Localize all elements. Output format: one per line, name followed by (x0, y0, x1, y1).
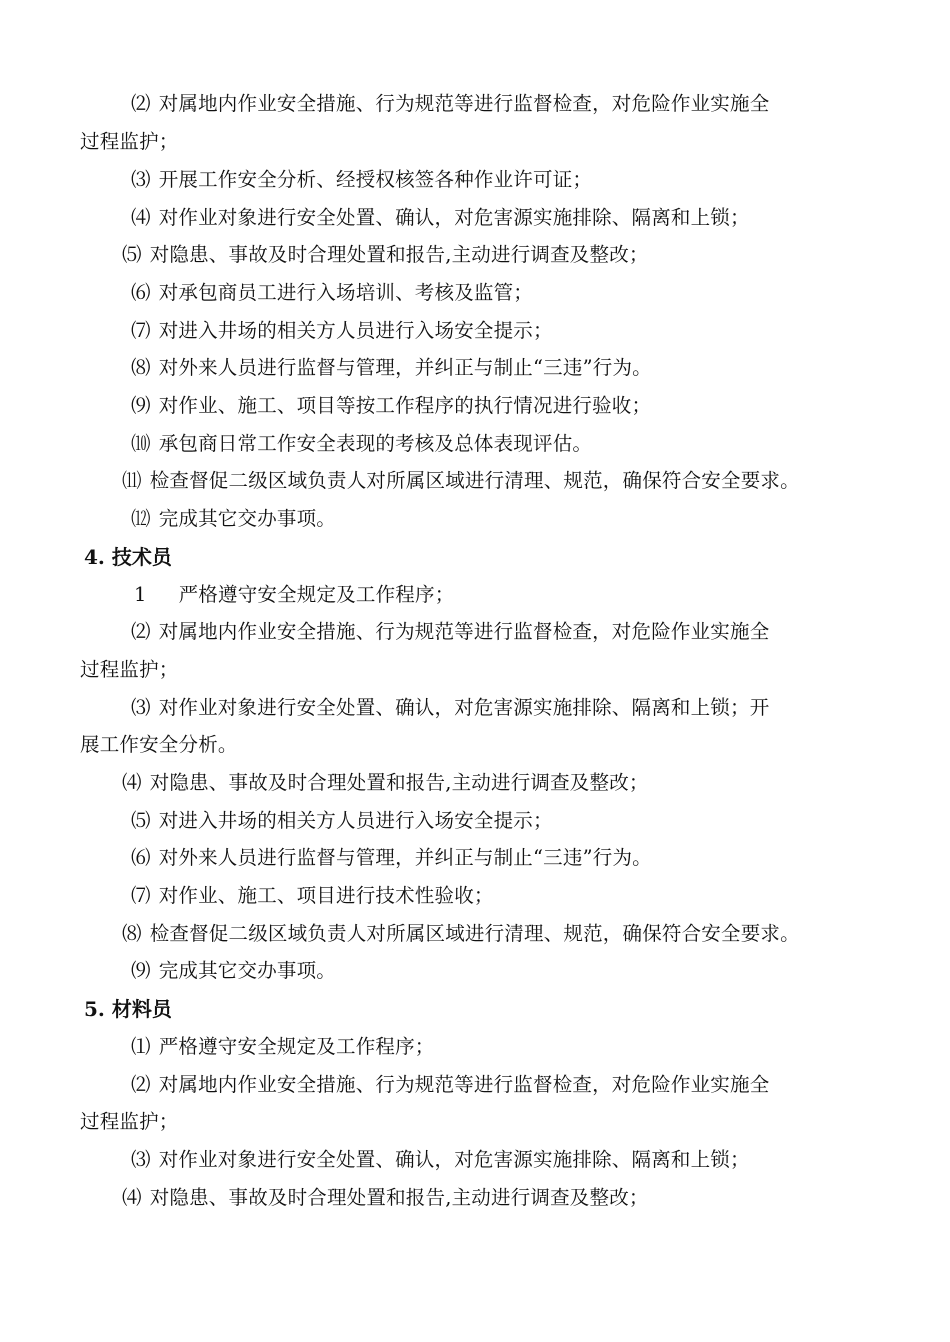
list-item-continuation: 过程监护； (80, 130, 179, 153)
list-item-continuation: 过程监护； (80, 1110, 179, 1133)
list-item: ⑻ 检查督促二级区域负责人对所属区域进行清理、规范，确保符合安全要求。 (122, 922, 800, 945)
list-item-continuation: 展工作安全分析。 (80, 733, 238, 756)
list-item: ⑼ 完成其它交办事项。 (131, 959, 337, 982)
list-item: ⑶ 对作业对象进行安全处置、确认，对危害源实施排除、隔离和上锁； (131, 1148, 750, 1171)
section-heading: 4. 技术员 (84, 545, 172, 569)
section-heading: 5. 材料员 (84, 997, 172, 1021)
list-item: ⑵ 对属地内作业安全措施、行为规范等进行监督检查，对危险作业实施全 (131, 92, 770, 115)
list-item: 1 严格遵守安全规定及工作程序； (134, 583, 455, 606)
list-item: ⑼ 对作业、施工、项目等按工作程序的执行情况进行验收； (131, 394, 652, 417)
list-item: ⑿ 完成其它交办事项。 (131, 507, 337, 530)
list-item: ⑽ 承包商日常工作安全表现的考核及总体表现评估。 (131, 432, 593, 455)
list-item: ⑷ 对隐患、事故及时合理处置和报告,主动进行调查及整改； (122, 1186, 649, 1209)
list-item: ⑵ 对属地内作业安全措施、行为规范等进行监督检查，对危险作业实施全 (131, 1073, 770, 1096)
list-item: ⑷ 对作业对象进行安全处置、确认，对危害源实施排除、隔离和上锁； (131, 206, 750, 229)
list-item: ⑷ 对隐患、事故及时合理处置和报告,主动进行调查及整改； (122, 771, 649, 794)
list-item: ⑴ 严格遵守安全规定及工作程序； (131, 1035, 435, 1058)
list-item-continuation: 过程监护； (80, 658, 179, 681)
list-item: ⑶ 对作业对象进行安全处置、确认，对危害源实施排除、隔离和上锁；开 (131, 696, 770, 719)
list-item: ⑻ 对外来人员进行监督与管理，并纠正与制止“三违”行为。 (131, 356, 652, 379)
list-item: ⑵ 对属地内作业安全措施、行为规范等进行监督检查，对危险作业实施全 (131, 620, 770, 643)
list-item: ⑹ 对外来人员进行监督与管理，并纠正与制止“三违”行为。 (131, 846, 652, 869)
list-item: ⑸ 对进入井场的相关方人员进行入场安全提示； (131, 809, 553, 832)
list-item: ⑺ 对进入井场的相关方人员进行入场安全提示； (131, 319, 553, 342)
list-item: ⑾ 检查督促二级区域负责人对所属区域进行清理、规范，确保符合安全要求。 (122, 469, 800, 492)
list-item: ⑸ 对隐患、事故及时合理处置和报告,主动进行调查及整改； (122, 243, 649, 266)
list-item: ⑹ 对承包商员工进行入场培训、考核及监管； (131, 281, 534, 304)
list-item: ⑶ 开展工作安全分析、经授权核签各种作业许可证； (131, 168, 593, 191)
list-item: ⑺ 对作业、施工、项目进行技术性验收； (131, 884, 494, 907)
